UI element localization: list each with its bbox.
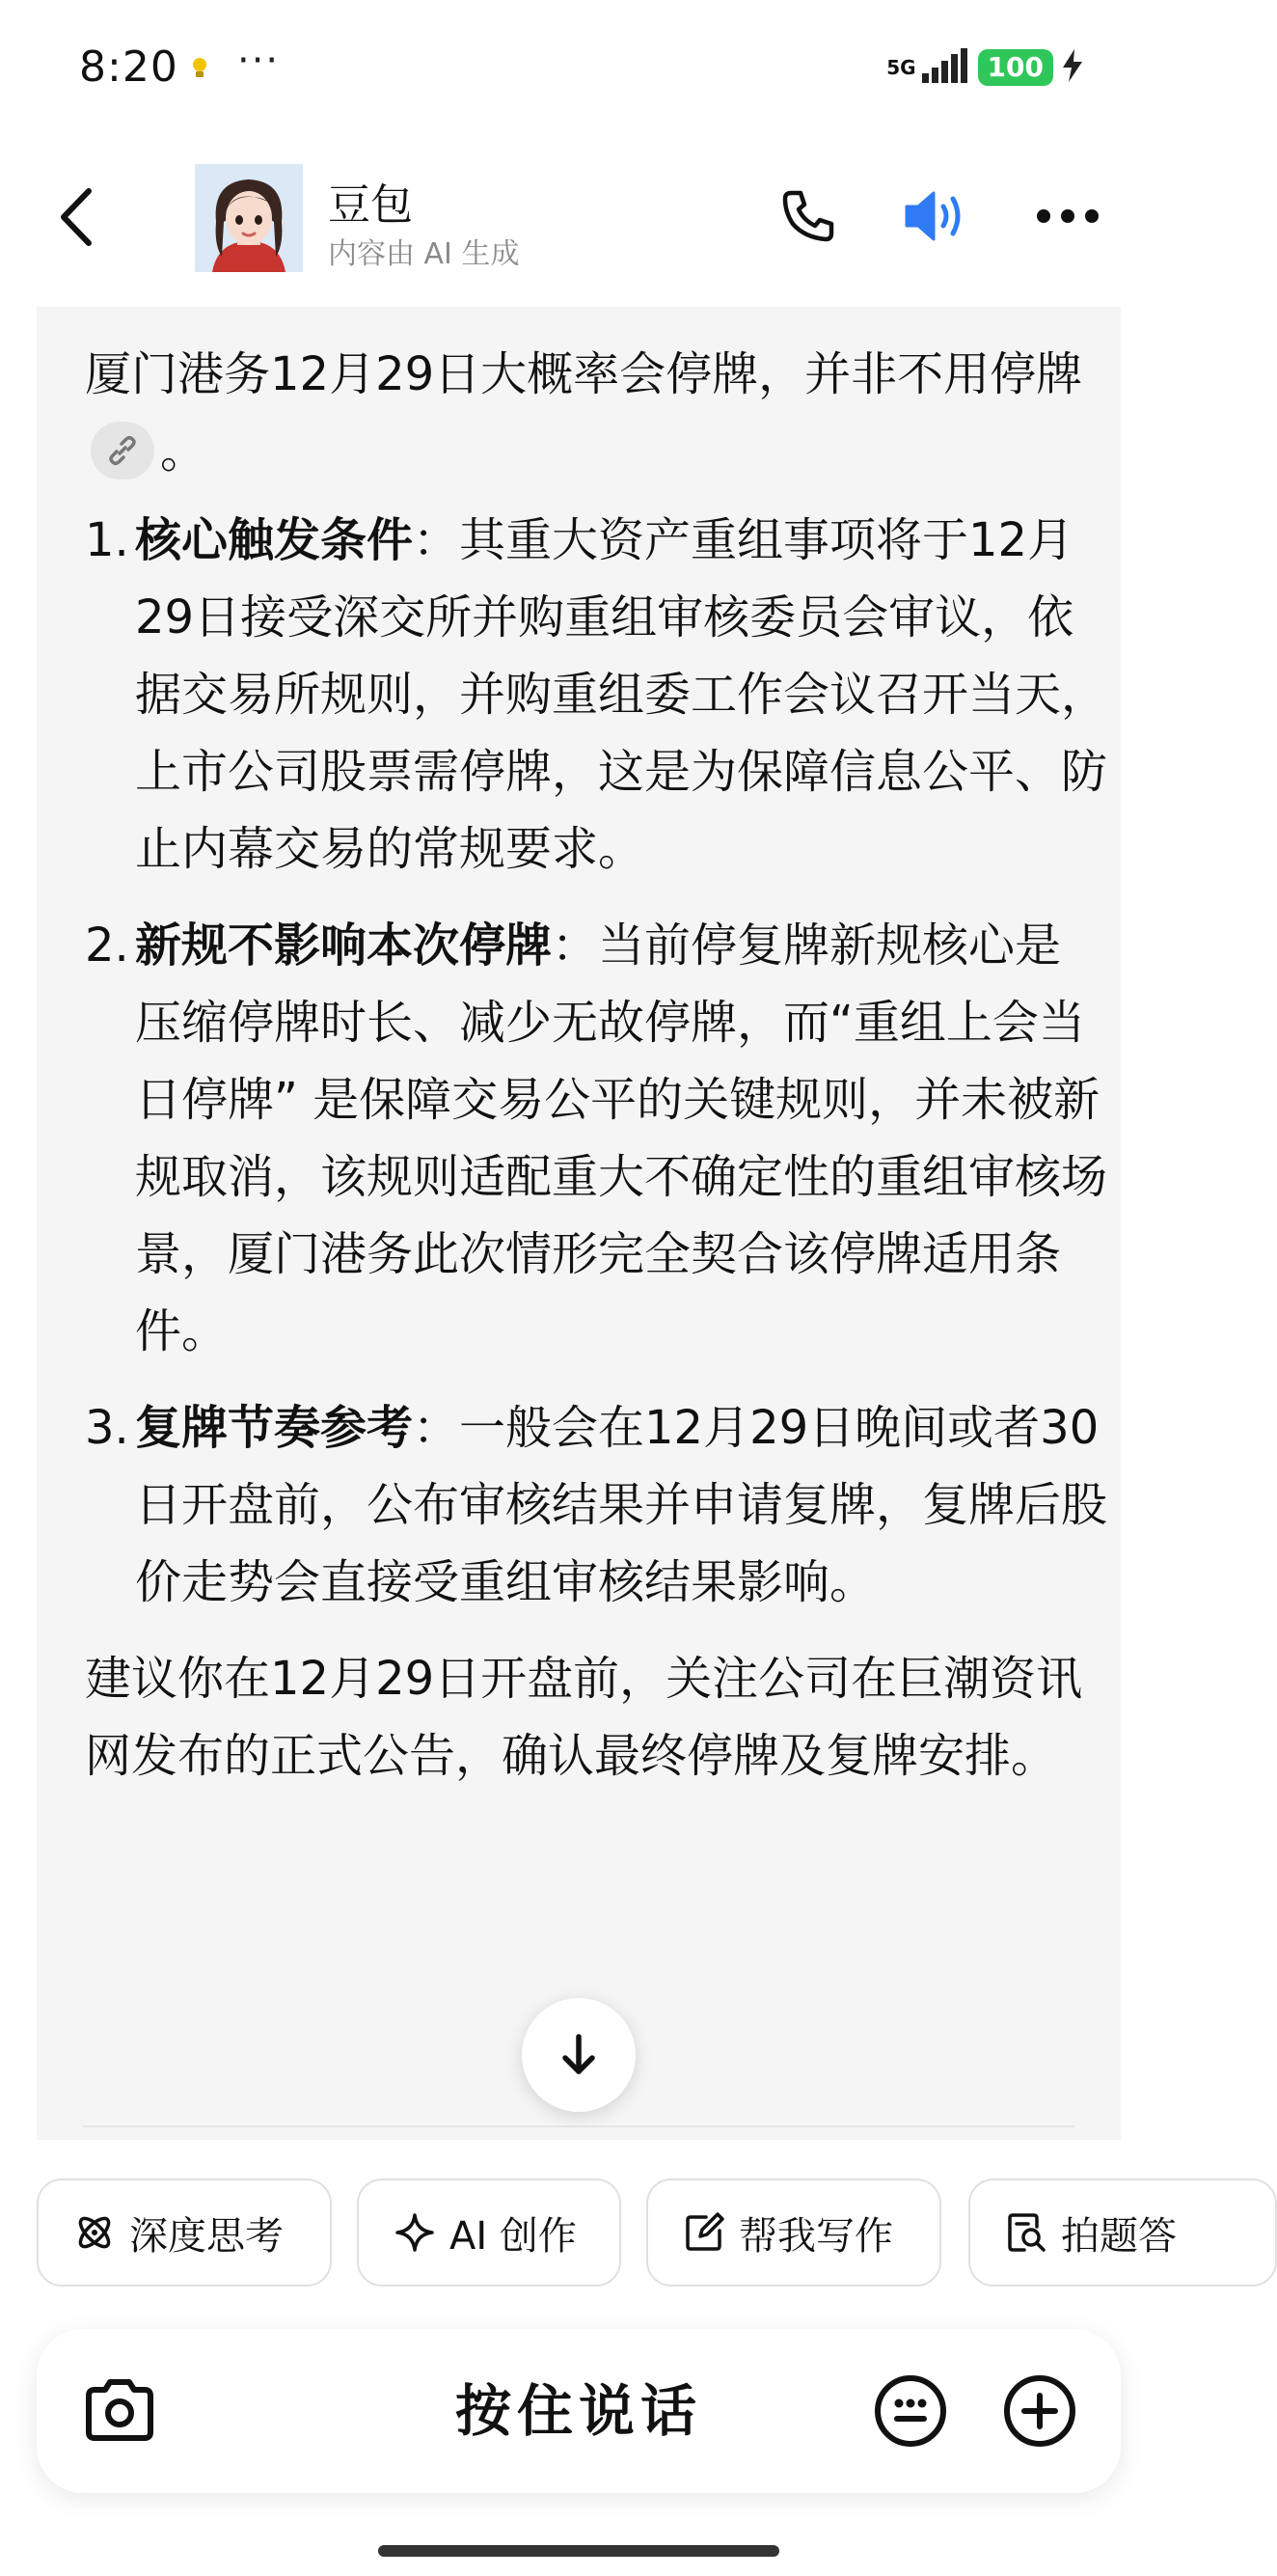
status-more: ··· xyxy=(237,39,281,83)
chat-header xyxy=(0,154,1157,280)
camera-icon xyxy=(79,2370,160,2452)
home-indicator[interactable] xyxy=(378,2545,779,2557)
sparkle-icon xyxy=(394,2211,436,2254)
emoji-icon xyxy=(870,2370,951,2452)
list-item-body: ：当前停复牌新规核心是压缩停牌时长、减少无故停牌，而“重组上会当日停牌” 是保障交易公平的关键规则，并未被新规取消，该规则适配重大不确定性的重组审核场景，厦门港务此次情形完全契合该停牌适用条件。 xyxy=(135,918,1108,1358)
page-title: 豆包 xyxy=(328,180,413,230)
avatar[interactable] xyxy=(195,164,303,272)
camera-button[interactable] xyxy=(79,2370,160,2455)
phone-call-button[interactable] xyxy=(779,187,837,249)
deep-think-chip[interactable] xyxy=(37,2179,332,2287)
lightbulb-icon xyxy=(189,56,210,85)
message-closing: 建议你在12月29日开盘前，关注公司在巨潮资讯网发布的正式公告，确认最终停牌及复牌安排。 xyxy=(85,1652,1083,1783)
battery-level: 100 xyxy=(978,49,1053,86)
emoji-button[interactable] xyxy=(870,2370,951,2455)
message-lead-text: 厦门港务12月29日大概率会停牌，并非不用停牌 xyxy=(85,347,1083,401)
chip-label: 帮我写作 xyxy=(739,2213,893,2259)
quick-actions xyxy=(0,2179,1177,2292)
charging-icon xyxy=(1063,49,1082,86)
ai-message xyxy=(85,336,1107,1795)
chip-label: 拍题答 xyxy=(1061,2213,1177,2259)
input-bar xyxy=(37,2329,1121,2493)
chip-label: 深度思考 xyxy=(129,2213,284,2259)
network-type: 5G xyxy=(886,56,916,79)
add-button[interactable] xyxy=(999,2370,1080,2455)
atom-icon xyxy=(73,2211,116,2254)
plus-icon xyxy=(999,2370,1080,2452)
chat-area[interactable] xyxy=(37,307,1121,2140)
list-item xyxy=(85,502,1107,888)
message-lead xyxy=(85,336,1107,490)
photo-answer-chip[interactable] xyxy=(968,2179,1277,2287)
source-link-icon[interactable] xyxy=(91,422,154,480)
message-lead-end: 。 xyxy=(160,425,207,479)
list-number: 2. xyxy=(85,918,129,973)
list-item-title: 复牌节奏参考 xyxy=(135,1401,414,1455)
list-item xyxy=(85,1389,1107,1621)
help-write-chip[interactable] xyxy=(646,2179,941,2287)
edit-icon xyxy=(683,2211,725,2254)
signal-icon xyxy=(922,48,968,87)
photo-search-icon xyxy=(1005,2211,1047,2254)
ai-generated-note: 内容由 AI 生成 xyxy=(328,237,520,271)
status-indicators xyxy=(886,48,1082,87)
speaker-button[interactable] xyxy=(903,187,972,249)
list-item-body: ：一般会在12月29日晚间或者30日开盘前，公布审核结果并申请复牌，复牌后股价走势会直接受重组审核结果影响。 xyxy=(135,1401,1108,1609)
list-item-title: 核心触发条件 xyxy=(135,513,414,567)
status-time: 8:20 xyxy=(79,42,178,92)
more-options-button[interactable] xyxy=(1034,206,1101,230)
list-item-title: 新规不影响本次停牌 xyxy=(135,918,553,973)
scroll-to-bottom-button[interactable] xyxy=(522,1998,636,2112)
list-item-body: ：其重大资产重组事项将于12月29日接受深交所并购重组审核委员会审议，依据交易所规则，并购重组委工作会议召开当天，上市公司股票需停牌，这是为保障信息公平、防止内幕交易的常规要求。 xyxy=(135,513,1108,876)
status-bar xyxy=(0,0,1157,135)
arrow-down-icon xyxy=(555,2031,603,2079)
ai-create-chip[interactable] xyxy=(357,2179,621,2287)
reason-list xyxy=(85,502,1107,1621)
chip-label: AI 创作 xyxy=(449,2213,577,2259)
divider xyxy=(83,2125,1074,2127)
hold-to-talk-button[interactable]: 按住说话 xyxy=(454,2378,702,2444)
list-number: 3. xyxy=(85,1401,129,1455)
list-number: 1. xyxy=(85,513,129,567)
list-item xyxy=(85,907,1107,1370)
back-button[interactable] xyxy=(50,183,108,251)
